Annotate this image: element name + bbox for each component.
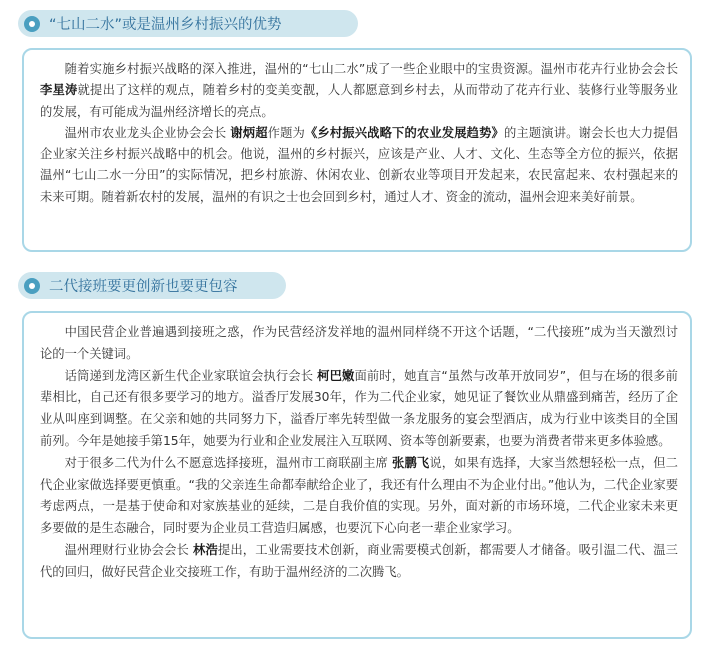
person-name: 谢炳超 [230, 125, 268, 140]
paragraph: 温州理财行业协会会长 林浩提出，工业需要技术创新，商业需要模式创新，都需要人才储备。吸引温二代、温三代的回归，做好民营企业交接班工作，有助于温州经济的二次腾飞。 [40, 542, 678, 579]
paragraph: 话筒递到龙湾区新生代企业家联谊会执行会长 柯巴嫩面前时，她直言“虽然与改革开放同岁”，但与在场的很多前辈相比，自己还有很多要学习的地方。溢香厅发展30年，作为二代企业家，她见证了餐饮业从鼎盛到痛苦，经历了企业从叫座到调整。在父亲和她的共同努力下，溢香厅率先转型做一条龙服务的宴会型酒店，成为行业中该类目的全国前列。今年是她接手第15年，她要为行业和企业发展注入互联网、资本等创新要素，也要为消费者带来更多体验感。 [40, 368, 678, 448]
person-name: 林浩 [193, 542, 218, 557]
section-header [18, 10, 358, 37]
section-content-box [22, 311, 692, 639]
paragraph: 温州市农业龙头企业协会会长 谢炳超作题为《乡村振兴战略下的农业发展趋势》的主题演讲。谢会长也大力提倡企业家关注乡村振兴战略中的机会。他说，温州的乡村振兴，应该是产业、人才、文化、生态等全方位的振兴，依据温州“七山二水一分田”的实际情况，把乡村旅游、休闲农业、创新农业等项目开发起来，农民富起来、农村强起来的未来可期。随着新农村的发展，温州的有识之士也会回到乡村，通过人才、资金的流动，温州会迎来美好前景。 [40, 125, 678, 204]
person-name: 张鹏飞 [392, 455, 430, 470]
circle-bullet-icon [24, 278, 40, 294]
paragraph: 对于很多二代为什么不愿意选择接班，温州市工商联副主席 张鹏飞说，如果有选择，大家当然想轻松一点，但二代企业家做选择要更慎重。“我的父亲连生命都奉献给企业了，我还有什么理由不为企业付出。”他认为，二代企业家要考虑两点，一是基于使命和对家族基业的延续，二是自我价值的实现。另外，面对新的市场环境，二代企业家未来更多要做的是生态融合，同时要为企业员工营造归属感，也要沉下心向老一辈企业家学习。 [40, 455, 678, 536]
section-title: “七山二水”或是温州乡村振兴的优势 [49, 17, 282, 33]
section-title: 二代接班要更创新也要更包容 [49, 279, 238, 295]
paragraph: 中国民营企业普遍遇到接班之惑，作为民营经济发祥地的温州同样绕不开这个话题，“二代接班”成为当天激烈讨论的一个关键词。 [40, 325, 678, 361]
circle-bullet-icon [24, 16, 40, 32]
person-name: 李星涛 [40, 83, 78, 98]
section-header [18, 272, 286, 299]
person-name: 柯巴嫩 [317, 368, 355, 383]
paragraph: 随着实施乡村振兴战略的深入推进，温州的“七山二水”成了一些企业眼中的宝贵资源。温州市花卉行业协会会长 李星涛就提出了这样的观点，随着乡村的变美变靓，人人都愿意到乡村去，从而带动了花卉行业、装修行业等服务业的发展，有可能成为温州经济增长的亮点。 [40, 62, 678, 119]
speech-topic: 《乡村振兴战略下的农业发展趋势》 [304, 125, 504, 140]
section-content-box [22, 48, 692, 252]
